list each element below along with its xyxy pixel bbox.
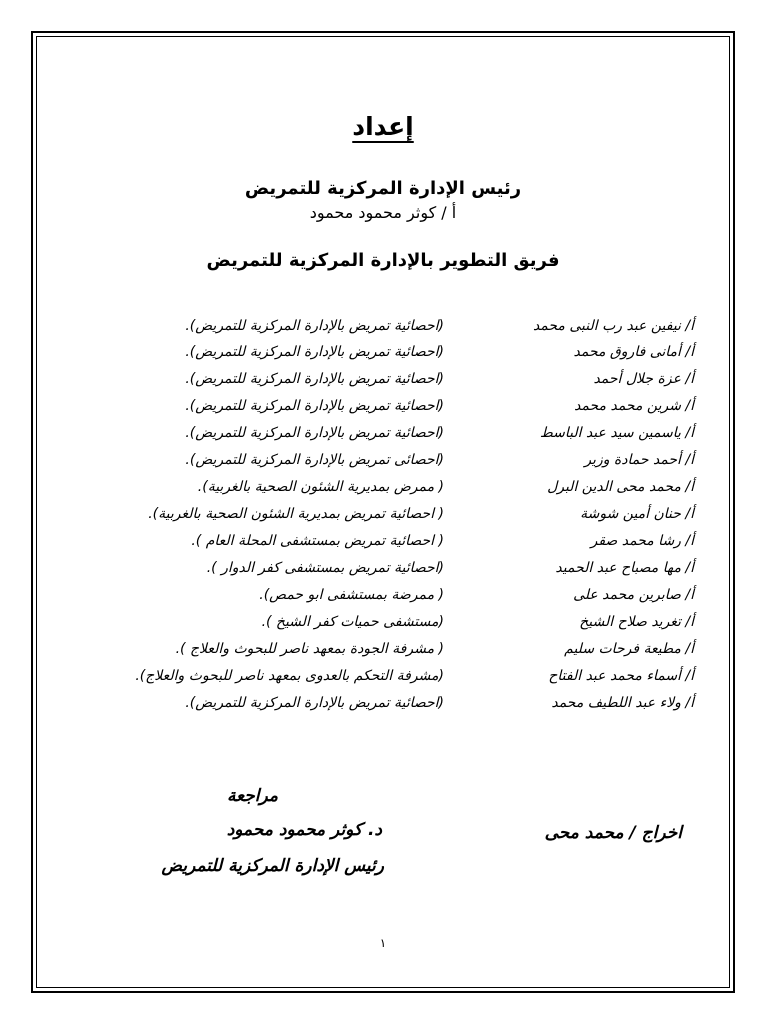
member-role: (احصائية تمريض بمستشفى كفر الدوار ). [206, 560, 444, 576]
review-label: مراجعة [226, 786, 278, 806]
member-role: (احصائية تمريض بالإدارة المركزية للتمريض). [185, 344, 444, 360]
member-name: أ/ أسماء محمد عبد الفتاح [548, 668, 694, 684]
member-name: أ/ مها مصباح عبد الحميد [555, 560, 694, 576]
member-role: (احصائية تمريض بالإدارة المركزية للتمريض). [185, 318, 444, 334]
member-role: (احصائية تمريض بالإدارة المركزية للتمريض). [185, 398, 444, 414]
member-role: (احصائية تمريض بالإدارة المركزية للتمريض). [185, 695, 444, 711]
subtitle: رئيس الإدارة المركزية للتمريض [244, 178, 522, 199]
member-role: (احصائى تمريض بالإدارة المركزية للتمريض). [185, 452, 444, 468]
member-name: أ/ أحمد حمادة وزير [584, 452, 694, 468]
member-role: (احصائية تمريض بالإدارة المركزية للتمريض). [185, 371, 444, 387]
member-name: أ/ تغريد صلاح الشيخ [579, 614, 694, 630]
document-title: إعداد [352, 112, 414, 141]
member-role: (احصائية تمريض بالإدارة المركزية للتمريض). [185, 425, 444, 441]
production-credit: اخراج / محمد محى [544, 823, 682, 843]
member-name: أ/ أمانى فاروق محمد [573, 344, 694, 360]
member-role: ( احصائية تمريض بمستشفى المحلة العام ). [191, 533, 444, 549]
member-name: أ/ نيفين عبد رب النبى محمد [532, 318, 694, 334]
member-name: أ/ ياسمين سيد عبد الباسط [539, 425, 694, 441]
member-role: ( ممرض بمديرية الشئون الصحية بالغربية). [197, 479, 444, 495]
member-name: أ/ مطيعة فرحات سليم [564, 641, 694, 657]
team-heading: فريق التطوير بالإدارة المركزية للتمريض [206, 250, 560, 271]
member-name: أ/ شرين محمد محمد [574, 398, 694, 414]
reviewer-name: د. كوثر محمود محمود [226, 820, 382, 840]
page-number: ١ [379, 936, 387, 950]
member-role: ( احصائية تمريض بمديرية الشئون الصحية بالغربية). [148, 506, 444, 522]
member-role: (مستشفى حميات كفر الشيخ ). [261, 614, 444, 630]
member-name: أ/ محمد محى الدين البرل [547, 479, 694, 495]
member-name: أ/ عزة جلال أحمد [593, 371, 694, 387]
reviewer-title: رئيس الإدارة المركزية للتمريض [161, 856, 384, 876]
member-role: (مشرفة التحكم بالعدوى بمعهد ناصر للبحوث والعلاج). [135, 668, 444, 684]
member-name: أ/ رشا محمد صقر [590, 533, 694, 549]
member-role: ( ممرضة بمستشفى ابو حمص). [259, 587, 444, 603]
member-name: أ/ ولاء عبد اللطيف محمد [551, 695, 694, 711]
author-line: أ / كوثر محمود محمود [309, 203, 457, 222]
member-name: أ/ حنان أمين شوشة [580, 506, 694, 522]
member-role: ( مشرفة الجودة بمعهد ناصر للبحوث والعلاج ). [175, 641, 444, 657]
member-name: أ/ صابرين محمد على [573, 587, 694, 603]
